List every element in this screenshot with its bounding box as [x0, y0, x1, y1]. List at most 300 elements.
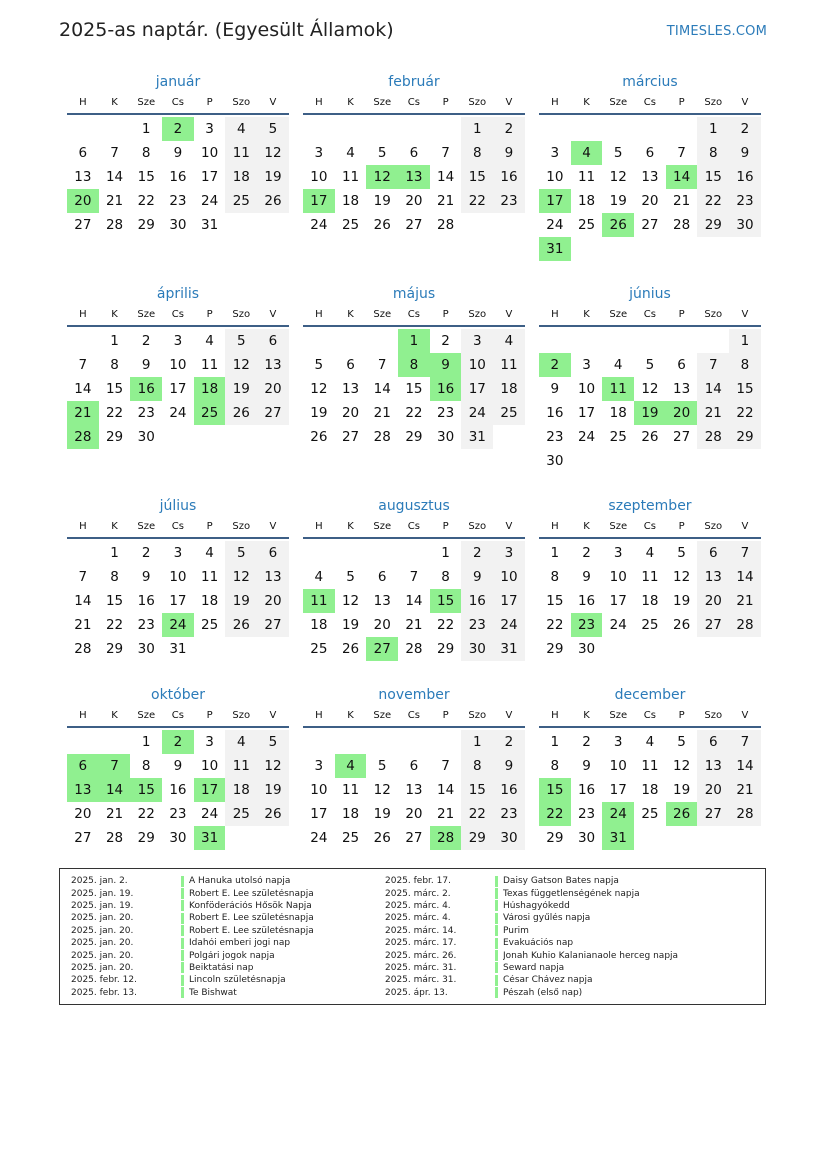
day-cell: 1 [110, 333, 119, 349]
day-cell: 25 [641, 806, 659, 822]
day-cell: 18 [201, 593, 219, 609]
month-november [303, 686, 525, 850]
empty-day-cell [67, 730, 99, 754]
weekday-header-row [539, 96, 761, 115]
empty-day-cell [162, 425, 194, 449]
day-cell: 16 [577, 782, 596, 798]
day-cell: 30 [169, 830, 187, 846]
empty-day-cell [366, 541, 398, 565]
week-row [539, 589, 761, 613]
legend-marker [495, 900, 498, 911]
day-cell: 10 [546, 169, 564, 185]
day-cell: 23 [493, 802, 525, 826]
weekday-header: H [551, 710, 559, 721]
weekday-header: Sze [373, 309, 392, 320]
weekday-header: P [678, 97, 685, 108]
legend-marker [181, 888, 184, 899]
day-cell: 4 [225, 117, 257, 141]
legend-holiday-name: Húshagyókedd [503, 900, 570, 911]
day-cell: 25 [341, 830, 360, 846]
month-title: március [622, 74, 678, 90]
legend-date: 2025. jan. 19. [71, 900, 134, 911]
holiday-day-cell: 1 [398, 329, 430, 353]
day-cell: 6 [645, 145, 655, 161]
day-cell: 16 [546, 405, 564, 421]
weekday-header: V [741, 309, 749, 320]
day-cell: 7 [729, 730, 761, 754]
holiday-day-cell: 17 [539, 189, 571, 213]
day-cell: 19 [373, 806, 391, 822]
day-cell: 27 [257, 401, 289, 425]
week-row [539, 730, 761, 754]
legend-holiday-name: Beiktatási nap [189, 962, 254, 973]
day-cell: 25 [225, 189, 257, 213]
weekday-header: K [347, 521, 354, 532]
weekday-header: P [442, 710, 449, 721]
day-cell: 4 [645, 734, 655, 750]
day-cell: 21 [74, 617, 92, 633]
day-cell: 22 [105, 405, 124, 421]
empty-day-cell [729, 237, 761, 261]
month-title: február [388, 74, 440, 90]
weekday-header-row [539, 709, 761, 728]
weekday-header: V [741, 710, 749, 721]
day-cell: 26 [373, 830, 391, 846]
day-cell: 15 [729, 377, 761, 401]
week-row [303, 425, 525, 449]
day-cell: 10 [201, 145, 219, 161]
week-row [67, 778, 289, 802]
day-cell: 13 [697, 565, 729, 589]
day-cell: 3 [205, 121, 214, 137]
month-január [67, 73, 289, 237]
weekday-header: H [315, 521, 323, 532]
weekday-header: Cs [407, 710, 420, 721]
day-cell: 12 [373, 782, 391, 798]
holiday-day-cell: 13 [398, 165, 430, 189]
empty-day-cell [634, 329, 666, 353]
day-cell: 19 [341, 617, 360, 633]
day-cell: 6 [677, 357, 686, 373]
day-cell: 19 [225, 589, 257, 613]
day-cell: 24 [493, 613, 525, 637]
day-cell: 27 [74, 830, 92, 846]
brand-link[interactable]: TIMESLES.COM [666, 24, 767, 39]
holiday-day-cell: 26 [666, 802, 698, 826]
holiday-day-cell: 7 [99, 754, 131, 778]
month-október [67, 686, 289, 850]
day-cell: 11 [201, 569, 219, 585]
legend-date: 2025. márc. 31. [385, 975, 457, 986]
week-row [303, 377, 525, 401]
holiday-day-cell: 2 [162, 730, 194, 754]
day-cell: 1 [141, 121, 151, 137]
week-row [303, 165, 525, 189]
day-cell: 15 [105, 381, 124, 397]
week-row [67, 826, 289, 850]
weekday-header: K [347, 710, 354, 721]
day-cell: 1 [697, 117, 729, 141]
week-row [539, 213, 761, 237]
week-row [303, 589, 525, 613]
weekday-header: P [206, 309, 213, 320]
day-cell: 5 [677, 545, 686, 561]
empty-day-cell [430, 730, 462, 754]
empty-day-cell [398, 541, 430, 565]
weekday-header: Sze [373, 710, 392, 721]
week-row [539, 165, 761, 189]
day-cell: 13 [673, 381, 691, 397]
day-cell: 23 [137, 405, 155, 421]
weekday-header: Sze [137, 309, 156, 320]
day-cell: 30 [577, 830, 596, 846]
day-cell: 22 [405, 405, 423, 421]
day-cell: 11 [641, 758, 659, 774]
empty-day-cell [729, 449, 761, 473]
week-row [303, 353, 525, 377]
day-cell: 5 [257, 730, 289, 754]
day-cell: 8 [461, 141, 493, 165]
legend-holiday-name: Daisy Gatson Bates napja [503, 876, 619, 887]
day-cell: 19 [673, 782, 691, 798]
day-cell: 19 [310, 405, 328, 421]
day-cell: 22 [461, 802, 493, 826]
day-cell: 8 [141, 145, 151, 161]
weekday-header: P [206, 521, 213, 532]
week-row [67, 541, 289, 565]
weekday-header: H [315, 710, 323, 721]
day-cell: 5 [346, 569, 355, 585]
day-cell: 6 [257, 541, 289, 565]
legend-holiday-name: Texas függetlenségének napja [503, 888, 640, 899]
day-cell: 30 [437, 429, 455, 445]
legend-marker [495, 888, 498, 899]
holiday-day-cell: 4 [571, 141, 603, 165]
day-cell: 12 [341, 593, 360, 609]
day-cell: 28 [729, 613, 761, 637]
empty-day-cell [539, 329, 571, 353]
week-row [303, 189, 525, 213]
legend-marker [495, 950, 498, 961]
week-row [67, 425, 289, 449]
week-row [303, 565, 525, 589]
holiday-day-cell: 20 [67, 189, 99, 213]
empty-day-cell [194, 425, 226, 449]
holiday-day-cell: 27 [366, 637, 398, 661]
day-cell: 16 [169, 782, 187, 798]
day-cell: 29 [137, 830, 155, 846]
day-cell: 17 [609, 593, 627, 609]
holiday-day-cell: 24 [602, 802, 634, 826]
empty-day-cell [634, 237, 666, 261]
week-row [303, 613, 525, 637]
day-cell: 24 [201, 193, 219, 209]
day-cell: 13 [74, 169, 92, 185]
day-cell: 1 [141, 734, 151, 750]
legend-holiday-name: Te Bishwat [189, 987, 237, 998]
week-row [303, 541, 525, 565]
legend-row [60, 912, 379, 924]
legend-row [374, 962, 693, 974]
weekday-header: Szo [704, 521, 723, 532]
day-cell: 21 [697, 401, 729, 425]
week-row [539, 401, 761, 425]
weekday-header: V [269, 710, 277, 721]
day-cell: 19 [673, 593, 691, 609]
holiday-day-cell: 21 [67, 401, 99, 425]
day-cell: 3 [613, 734, 623, 750]
day-cell: 29 [729, 425, 761, 449]
week-row [539, 237, 761, 261]
day-cell: 8 [110, 569, 119, 585]
week-row [67, 165, 289, 189]
day-cell: 30 [729, 213, 761, 237]
day-cell: 16 [577, 593, 596, 609]
day-cell: 16 [493, 778, 525, 802]
day-cell: 1 [729, 329, 761, 353]
month-title: október [151, 687, 205, 703]
empty-day-cell [634, 117, 666, 141]
day-cell: 20 [405, 806, 423, 822]
legend-date: 2025. ápr. 13. [385, 987, 448, 998]
weekday-header: V [741, 521, 749, 532]
day-cell: 5 [377, 758, 387, 774]
holiday-day-cell: 2 [729, 117, 761, 141]
day-cell: 15 [461, 778, 493, 802]
weekday-header: Cs [407, 521, 420, 532]
legend-row [60, 974, 379, 986]
day-cell: 23 [546, 429, 564, 445]
empty-day-cell [99, 730, 131, 754]
day-cell: 7 [78, 357, 88, 373]
week-row [539, 189, 761, 213]
week-row [539, 425, 761, 449]
legend-row [60, 887, 379, 899]
weekday-header: Sze [609, 521, 628, 532]
week-row [67, 117, 289, 141]
weekday-header: Cs [171, 710, 184, 721]
empty-day-cell [67, 541, 99, 565]
week-row [67, 141, 289, 165]
week-row [67, 589, 289, 613]
weekday-header: H [315, 97, 323, 108]
week-row [67, 353, 289, 377]
holiday-day-cell: 16 [130, 377, 162, 401]
holiday-day-cell: 15 [130, 778, 162, 802]
day-cell: 10 [609, 569, 627, 585]
day-cell: 16 [729, 165, 761, 189]
legend-date: 2025. márc. 4. [385, 913, 451, 924]
week-row [303, 802, 525, 826]
day-cell: 26 [341, 641, 360, 657]
day-cell: 3 [582, 357, 591, 373]
empty-day-cell [430, 117, 462, 141]
holiday-day-cell: 17 [194, 778, 226, 802]
day-cell: 14 [105, 169, 124, 185]
day-cell: 12 [673, 758, 691, 774]
holiday-day-cell: 14 [99, 778, 131, 802]
day-cell: 17 [169, 381, 187, 397]
empty-day-cell [697, 449, 729, 473]
day-cell: 6 [377, 569, 387, 585]
empty-day-cell [493, 425, 525, 449]
holiday-day-cell: 26 [602, 213, 634, 237]
holiday-day-cell: 31 [194, 826, 226, 850]
day-cell: 9 [582, 758, 591, 774]
day-cell: 18 [641, 593, 659, 609]
day-cell: 23 [461, 613, 493, 637]
weekday-header: P [678, 521, 685, 532]
day-cell: 28 [405, 641, 423, 657]
holiday-day-cell: 16 [430, 377, 462, 401]
day-cell: 8 [461, 754, 493, 778]
legend-marker [495, 962, 498, 973]
day-cell: 7 [110, 145, 119, 161]
month-title: augusztus [378, 498, 450, 514]
day-cell: 1 [550, 545, 560, 561]
day-cell: 18 [577, 193, 596, 209]
holiday-day-cell: 3 [493, 541, 525, 565]
day-cell: 6 [257, 329, 289, 353]
day-cell: 29 [546, 641, 564, 657]
day-cell: 1 [461, 117, 493, 141]
day-cell: 4 [346, 145, 355, 161]
day-cell: 1 [550, 734, 560, 750]
day-cell: 9 [582, 569, 591, 585]
day-cell: 22 [137, 193, 155, 209]
weekday-header: K [583, 309, 590, 320]
holiday-day-cell: 17 [303, 189, 335, 213]
day-cell: 26 [641, 429, 659, 445]
empty-day-cell [493, 213, 525, 237]
day-cell: 2 [141, 333, 151, 349]
day-cell: 5 [613, 145, 623, 161]
week-row [67, 637, 289, 661]
day-cell: 7 [441, 145, 450, 161]
day-cell: 5 [377, 145, 387, 161]
weekday-header: Szo [704, 309, 723, 320]
weekday-header: V [505, 97, 513, 108]
weekday-header: Sze [373, 97, 392, 108]
day-cell: 23 [169, 806, 187, 822]
legend-row [374, 887, 693, 899]
day-cell: 27 [697, 802, 729, 826]
weekday-header: P [206, 710, 213, 721]
day-cell: 20 [74, 806, 92, 822]
week-row [303, 754, 525, 778]
legend-holiday-name: Pészah (első nap) [503, 987, 583, 998]
empty-day-cell [461, 213, 493, 237]
empty-day-cell [366, 329, 398, 353]
holiday-day-cell: 12 [366, 165, 398, 189]
month-title: december [614, 687, 686, 703]
day-cell: 31 [493, 637, 525, 661]
legend-date: 2025. jan. 19. [71, 888, 134, 899]
day-cell: 11 [341, 169, 360, 185]
weekday-header: Cs [643, 710, 656, 721]
day-cell: 8 [441, 569, 450, 585]
weekday-header-row [67, 308, 289, 327]
holiday-day-cell: 28 [67, 425, 99, 449]
legend-holiday-name: César Chávez napja [503, 975, 593, 986]
holiday-day-cell: 11 [303, 589, 335, 613]
day-cell: 30 [577, 641, 596, 657]
legend-date: 2025. febr. 13. [71, 987, 137, 998]
empty-day-cell [67, 329, 99, 353]
empty-day-cell [99, 117, 131, 141]
day-cell: 6 [409, 758, 419, 774]
holiday-day-cell: 10 [461, 353, 493, 377]
empty-day-cell [303, 730, 335, 754]
day-cell: 15 [697, 165, 729, 189]
week-row [303, 329, 525, 353]
day-cell: 24 [201, 806, 219, 822]
day-cell: 24 [310, 830, 328, 846]
empty-day-cell [666, 826, 698, 850]
day-cell: 26 [257, 189, 289, 213]
day-cell: 14 [697, 377, 729, 401]
empty-day-cell [697, 329, 729, 353]
day-cell: 22 [461, 189, 493, 213]
day-cell: 14 [729, 565, 761, 589]
month-szeptember [539, 497, 761, 661]
day-cell: 3 [461, 329, 493, 353]
weekday-header: Szo [704, 710, 723, 721]
empty-day-cell [729, 826, 761, 850]
day-cell: 5 [677, 734, 686, 750]
day-cell: 6 [346, 357, 355, 373]
day-cell: 13 [641, 169, 659, 185]
holiday-day-cell: 16 [461, 589, 493, 613]
day-cell: 5 [645, 357, 655, 373]
legend-marker [181, 962, 184, 973]
legend-holiday-name: Robert E. Lee születésnapja [189, 888, 314, 899]
weekday-header: Cs [171, 97, 184, 108]
legend-date: 2025. márc. 2. [385, 888, 451, 899]
day-cell: 7 [377, 357, 387, 373]
day-cell: 29 [461, 826, 493, 850]
weekday-header: K [583, 521, 590, 532]
weekday-header: V [269, 97, 277, 108]
empty-day-cell [303, 329, 335, 353]
legend-marker [495, 925, 498, 936]
day-cell: 29 [546, 830, 564, 846]
day-cell: 30 [546, 453, 564, 469]
legend-date: 2025. márc. 14. [385, 925, 457, 936]
legend-row [60, 949, 379, 961]
weekday-header: Cs [643, 309, 656, 320]
weekday-header: H [315, 309, 323, 320]
day-cell: 22 [105, 617, 124, 633]
empty-day-cell [666, 449, 698, 473]
weekday-header: Szo [232, 521, 251, 532]
week-row [539, 117, 761, 141]
day-cell: 4 [314, 569, 324, 585]
week-row [539, 826, 761, 850]
day-cell: 21 [729, 589, 761, 613]
empty-day-cell [634, 826, 666, 850]
day-cell: 10 [310, 169, 328, 185]
day-cell: 9 [493, 141, 525, 165]
legend-row [60, 987, 379, 999]
weekday-header: H [551, 521, 559, 532]
week-row [539, 565, 761, 589]
holiday-day-cell: 19 [257, 165, 289, 189]
week-row [67, 730, 289, 754]
day-cell: 28 [437, 217, 455, 233]
day-cell: 19 [257, 778, 289, 802]
day-cell: 25 [609, 429, 627, 445]
